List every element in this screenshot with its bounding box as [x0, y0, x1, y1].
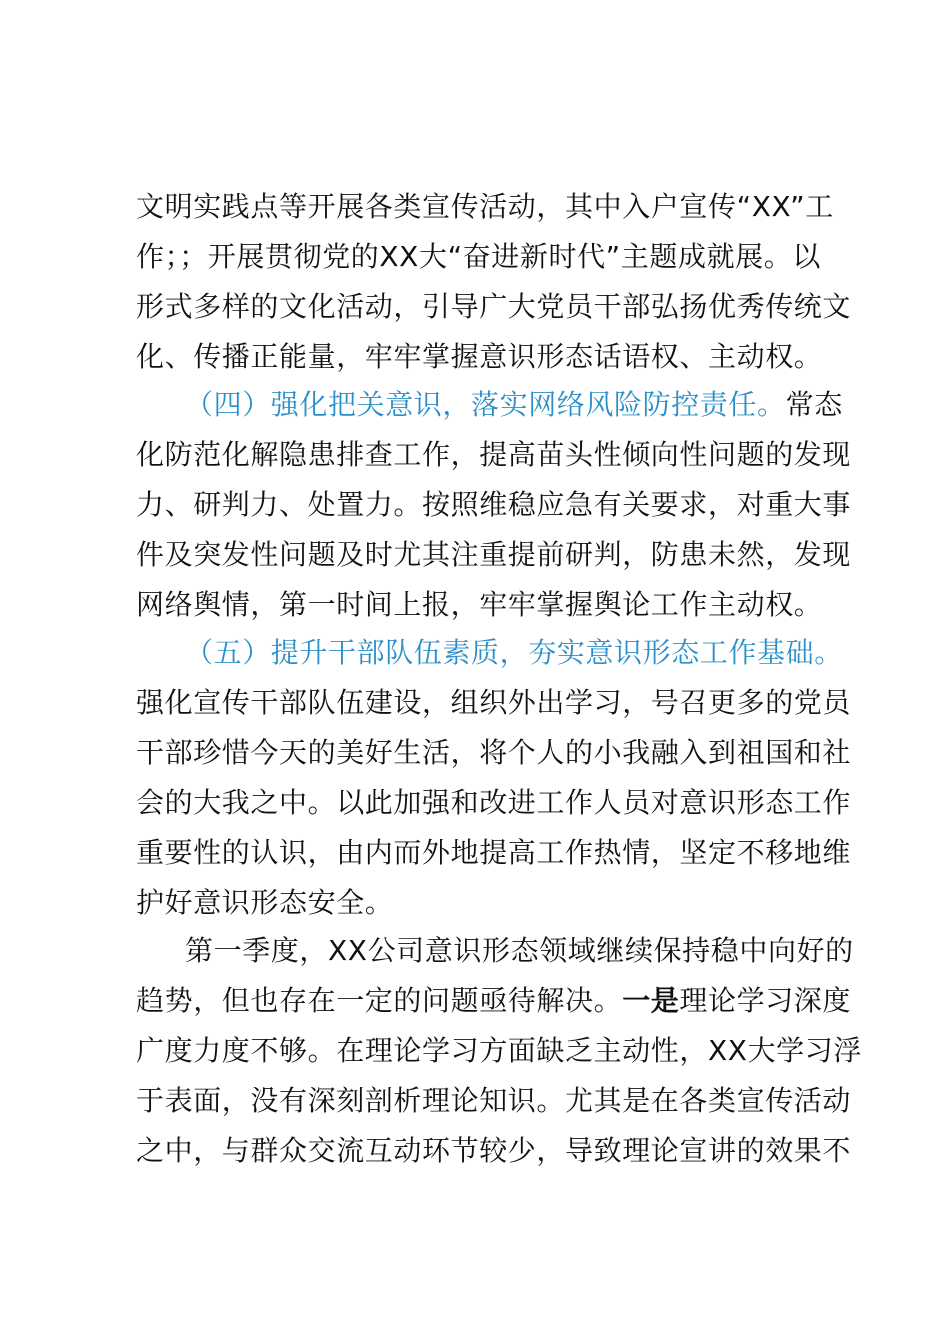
line-text: 广度力度不够。在理论学习方面缺乏主动性，XX大学习浮: [136, 1034, 862, 1067]
line-text: 重要性的认识，由内而外地提高工作热情，坚定不移地维: [136, 836, 852, 869]
paragraph-line: [0, 530, 950, 580]
paragraph-line: [0, 430, 950, 480]
line-text: 护好意识形态安全。: [136, 886, 394, 919]
line-text: 件及突发性问题及时尤其注重提前研判，防患未然，发现: [136, 538, 852, 571]
paragraph-line: [0, 332, 950, 382]
paragraph-line: [0, 778, 950, 828]
line-text-tail: 理论学习深度: [679, 984, 852, 1017]
bold-marker: 一是: [622, 984, 680, 1017]
line-text: 干部珍惜今天的美好生活，将个人的小我融入到祖国和社: [136, 736, 852, 769]
paragraph-line: [0, 182, 950, 232]
paragraph-line: [0, 480, 950, 530]
paragraph-line: [0, 282, 950, 332]
paragraph-line: [0, 1126, 950, 1176]
line-text: 于表面，没有深刻剖析理论知识。尤其是在各类宣传活动: [136, 1084, 852, 1117]
line-text: 网络舆情，第一时间上报，牢牢掌握舆论工作主动权。: [136, 588, 823, 621]
paragraph-line: [0, 976, 950, 1026]
paragraph-line: [0, 926, 950, 976]
line-text: 作；；开展贯彻党的XX大“奋进新时代”主题成就展。以: [136, 240, 821, 273]
line-text: 会的大我之中。以此加强和改进工作人员对意识形态工作: [136, 786, 852, 819]
line-text: 趋势，但也存在一定的问题亟待解决。: [136, 984, 623, 1017]
line-text: 化、传播正能量，牢牢掌握意识形态话语权、主动权。: [136, 340, 823, 373]
paragraph-line: [0, 1026, 950, 1076]
line-text: 形式多样的文化活动，引导广大党员干部弘扬优秀传统文: [136, 290, 852, 323]
section-heading-line: [0, 380, 950, 430]
paragraph-line: [0, 828, 950, 878]
line-text: 文明实践点等开展各类宣传活动，其中入户宣传“XX”工: [136, 190, 834, 223]
line-text: 强化宣传干部队伍建设，组织外出学习，号召更多的党员: [136, 686, 852, 719]
paragraph-line: [0, 878, 950, 928]
section-heading-line: [0, 628, 950, 678]
paragraph-line: [0, 580, 950, 630]
line-text: 常态: [785, 388, 843, 421]
paragraph-line: [0, 728, 950, 778]
line-text: 之中，与群众交流互动环节较少，导致理论宣讲的效果不: [136, 1134, 852, 1167]
line-text: 力、研判力、处置力。按照维稳应急有关要求，对重大事: [136, 488, 852, 521]
section-heading-5: （五）提升干部队伍素质，夯实意识形态工作基础。: [185, 636, 843, 669]
paragraph-line: [0, 232, 950, 282]
line-text: 化防范化解隐患排查工作，提高苗头性倾向性问题的发现: [136, 438, 852, 471]
paragraph-line: [0, 678, 950, 728]
paragraph-line: [0, 1076, 950, 1126]
section-heading-4: （四）强化把关意识，落实网络风险防控责任。: [185, 388, 786, 421]
line-text: 第一季度，XX公司意识形态领域继续保持稳中向好的: [185, 934, 854, 967]
